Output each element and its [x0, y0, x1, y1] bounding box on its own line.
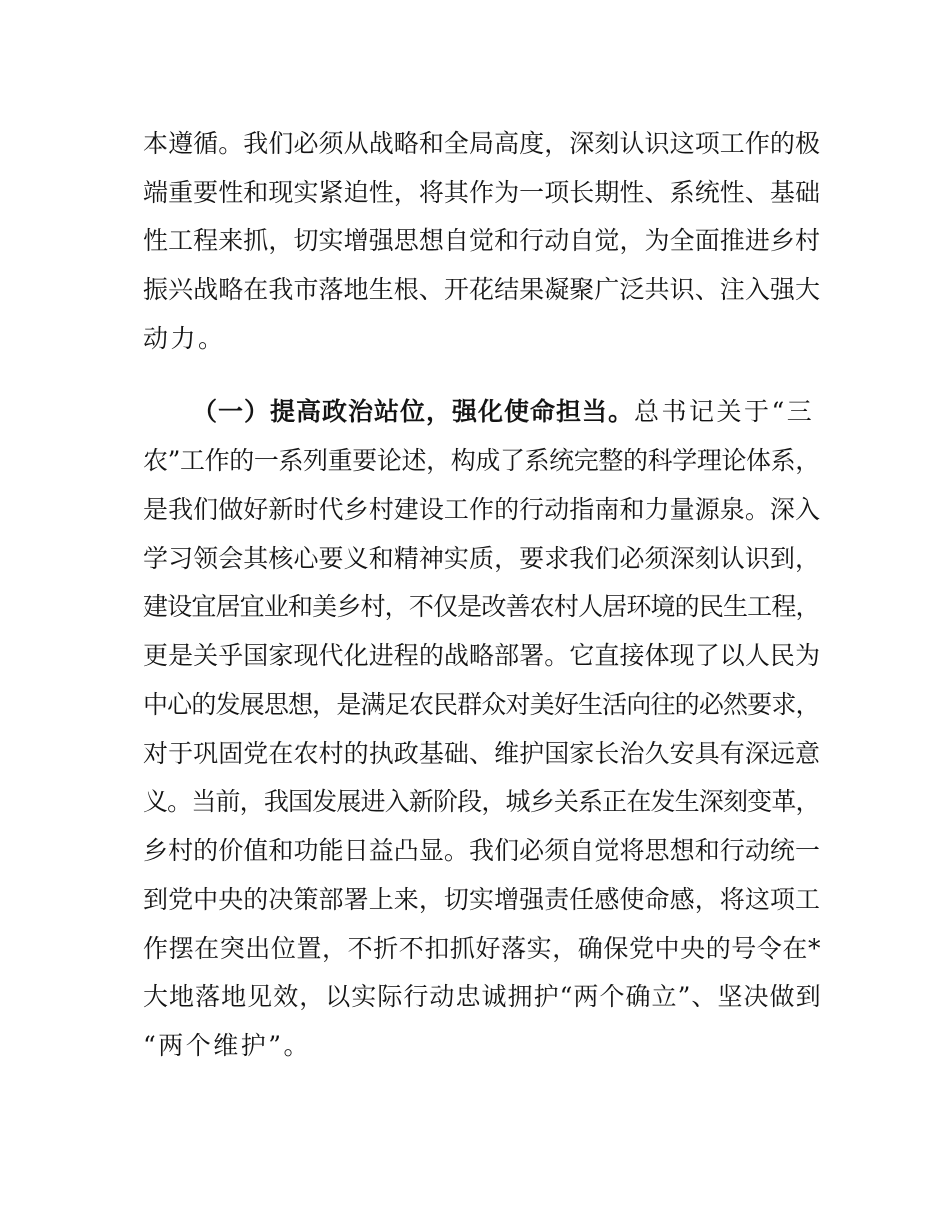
paragraph2-line-14: “两个维护”。: [143, 1031, 312, 1060]
paragraph1-line-4: 振兴战略在我市落地生根、开花结果凝聚广泛共识、注入强大: [143, 275, 821, 304]
section-heading: （一）提高政治站位，强化使命担当。: [192, 397, 635, 426]
paragraph2-line-6: 更是关乎国家现代化进程的战略部署。它直接体现了以人民为: [143, 641, 821, 670]
paragraph1-line-3: 性工程来抓，切实增强思想自觉和行动自觉，为全面推进乡村: [143, 226, 821, 255]
paragraph2-line-12: 作摆在突出位置，不折不扣抓好落实，确保党中央的号令在*: [143, 934, 822, 963]
paragraph2-line-1: [192, 395, 814, 429]
paragraph2-line-5: 建设宜居宜业和美乡村，不仅是改善农村人居环境的民生工程，: [143, 592, 820, 621]
paragraph2-line-9: 义。当前，我国发展进入新阶段，城乡关系正在发生深刻变革，: [143, 787, 820, 816]
paragraph1-line-2: 端重要性和现实紧迫性，将其作为一项长期性、系统性、基础: [143, 178, 821, 207]
paragraph2-line-11: 到党中央的决策部署上来，切实增强责任感使命感，将这项工: [143, 885, 821, 914]
paragraph2-line-4: 学习领会其核心要义和精神实质，要求我们必须深刻认识到，: [143, 544, 821, 573]
paragraph2-line-2: 农”工作的一系列重要论述，构成了系统完整的科学理论体系，: [143, 446, 820, 475]
paragraph2-line-8: 对于巩固党在农村的执政基础、维护国家长治久安具有深远意: [143, 739, 821, 768]
paragraph2-line-10: 乡村的价值和功能日益凸显。我们必须自觉将思想和行动统一: [143, 836, 821, 865]
paragraph1-line-1: 本遵循。我们必须从战略和全局高度，深刻认识这项工作的极: [143, 129, 821, 158]
paragraph2-line-1-rest: 总书记关于“三: [634, 397, 815, 426]
paragraph2-line-7: 中心的发展思想，是满足农民群众对美好生活向往的必然要求，: [143, 690, 820, 719]
paragraph2-line-3: 是我们做好新时代乡村建设工作的行动指南和力量源泉。深入: [143, 495, 821, 524]
paragraph1-line-5: 动力。: [143, 324, 226, 353]
paragraph2-line-13: 大地落地见效，以实际行动忠诚拥护“两个确立”、坚决做到: [143, 982, 822, 1011]
